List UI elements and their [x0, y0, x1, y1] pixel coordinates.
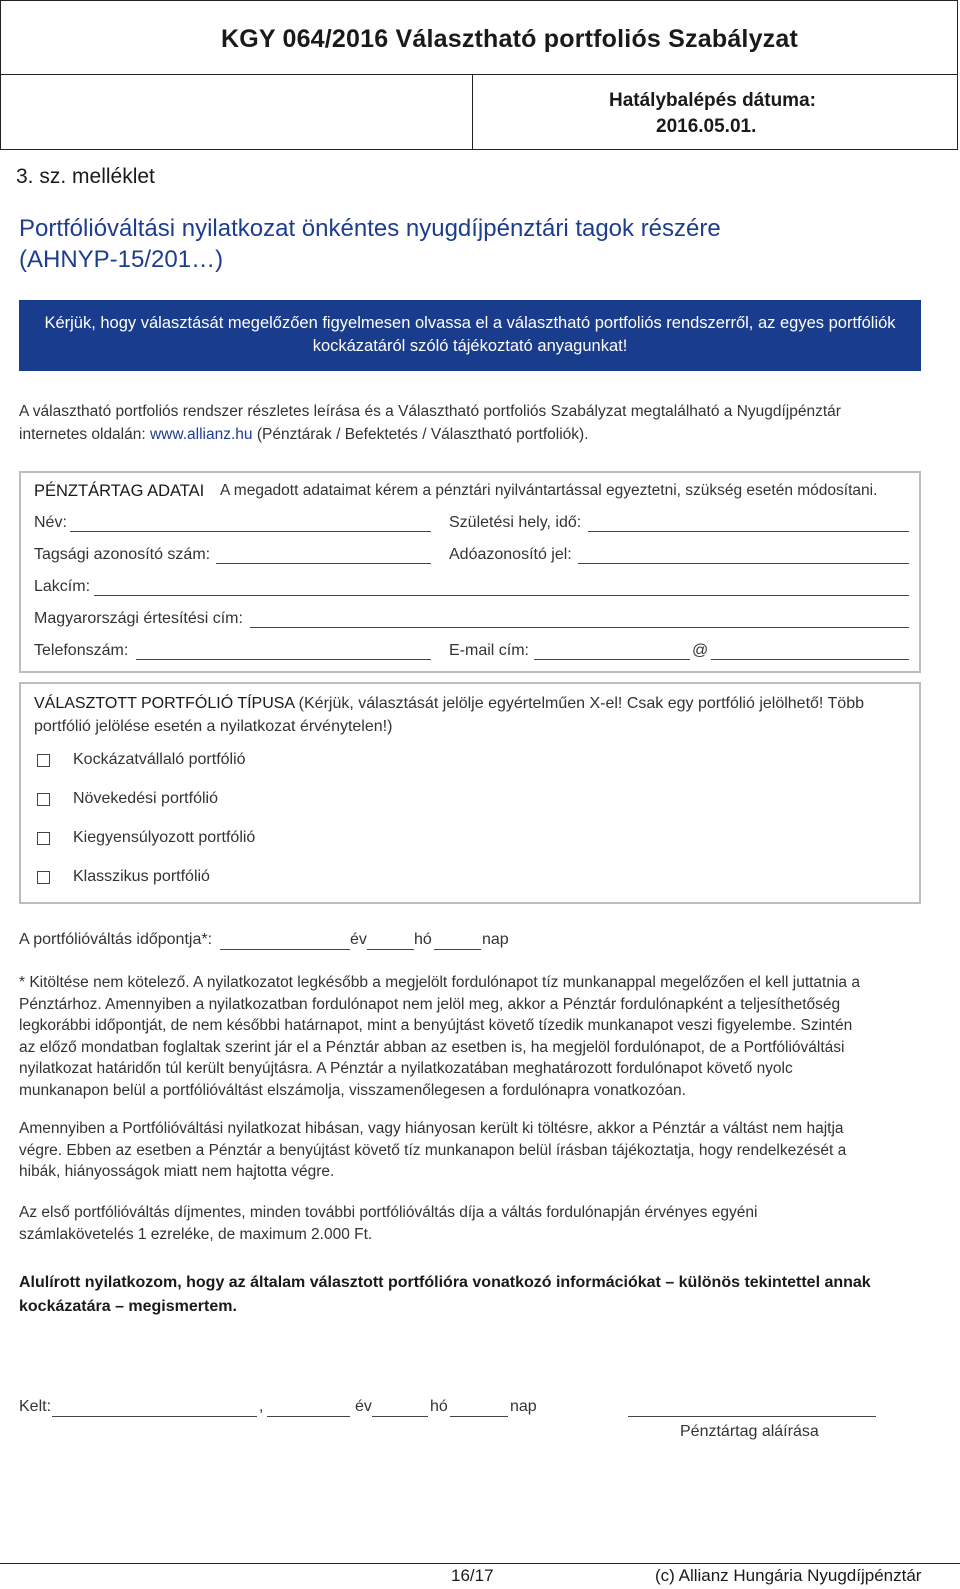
footnote-line: nyilatkozat határidőn túl került benyújtásra. A Pénztár a nyilatkozatában meghatározott fordulónapot követő nyolc	[19, 1060, 793, 1077]
birth-field[interactable]	[588, 531, 909, 532]
portfolio-heading	[34, 692, 904, 738]
footnote-line: * Kitöltése nem kötelező. A nyilatkozatot legkésőbb a megjelölt fordulónapot tíz munkanappal megelőzően el kell juttatnia a	[19, 974, 860, 991]
declaration-text	[19, 1271, 919, 1319]
form-title-line-2: (AHNYP-15/201…)	[19, 246, 224, 273]
growth-portfolio-checkbox[interactable]	[37, 793, 50, 806]
header-divider	[472, 74, 473, 149]
portfolio-instruction-1: (Kérjük, választását jelölje egyértelműen X-el! Csak egy portfólió jelölhető! Több	[294, 695, 864, 712]
page-number: 16/17	[451, 1566, 494, 1585]
form-title-line-1: Portfólióváltási nyilatkozat önkéntes nyugdíjpénztári tagok részére	[19, 215, 721, 242]
email-at-sign: @	[692, 642, 709, 659]
member-data-note: A megadott adataimat kérem a pénztári nyilvántartással egyeztetni, szükség esetén módosítani.	[220, 482, 878, 499]
risk-portfolio-label: Kockázatvállaló portfólió	[73, 751, 246, 768]
switch-date-year-label: év	[350, 931, 367, 948]
member-data-heading: PÉNZTÁRTAG ADATAI	[34, 482, 205, 500]
intro-line-2	[19, 423, 919, 446]
effective-date-label: Hatálybalépés dátuma:	[609, 90, 816, 111]
classic-portfolio-checkbox[interactable]	[37, 871, 50, 884]
email-domain-field[interactable]	[711, 659, 909, 660]
sign-month-field[interactable]	[372, 1416, 428, 1417]
switch-date-day-label: nap	[482, 931, 509, 948]
portfolio-heading-title: VÁLASZTOTT PORTFÓLIÓ TÍPUSA	[34, 695, 295, 712]
tax-id-label: Adóazonosító jel:	[449, 546, 572, 563]
balanced-portfolio-checkbox[interactable]	[37, 832, 50, 845]
document-header	[0, 0, 958, 75]
paragraph-line: Az első portfólióváltás díjmentes, minden további portfólióváltás díja a váltás fordulónapján érvényes egyéni	[19, 1204, 758, 1221]
sign-day-field[interactable]	[450, 1416, 508, 1417]
member-id-label: Tagsági azonosító szám:	[34, 546, 211, 563]
effective-date-value: 2016.05.01.	[656, 116, 757, 137]
fee-paragraph	[19, 1202, 925, 1245]
footnote-line: legkorábbi időpontját, de nem későbbi határnapot, mint a benyújtást követő tízedik munkanapot veszi figyelembe. Szintén	[19, 1017, 853, 1034]
switch-date-year-field[interactable]	[220, 949, 350, 950]
switch-date-day-field[interactable]	[434, 949, 481, 950]
intro-text	[19, 400, 919, 446]
paragraph-line: hibák, hiányosságok miatt nem hajtotta végre.	[19, 1163, 335, 1180]
sign-year-field[interactable]	[267, 1416, 350, 1417]
email-local-field[interactable]	[534, 659, 690, 660]
member-id-field[interactable]	[216, 563, 431, 564]
allianz-link[interactable]: www.allianz.hu	[149, 426, 253, 443]
footnote-line: munkanapon belül a portfólióváltást elszámolja, visszamenőlegesen a fordulónapra vonatkozóan.	[19, 1081, 686, 1099]
kelt-comma: ,	[259, 1398, 264, 1415]
document-title: KGY 064/2016 Választható portfoliós Szabályzat	[221, 25, 798, 53]
effective-date-row	[0, 74, 958, 150]
declaration-line: Alulírott nyilatkozom, hogy az általam választott portfólióra vonatkozó információkat – különös tekintettel annak	[19, 1274, 871, 1291]
footer-copyright: (c) Allianz Hungária Nyugdíjpénztár	[655, 1566, 922, 1585]
phone-field[interactable]	[136, 659, 431, 660]
address-field[interactable]	[94, 595, 909, 596]
footer-divider	[0, 1563, 960, 1564]
switch-date-label: A portfólióváltás időpontja*:	[19, 931, 213, 948]
intro-line-1: A választható portfoliós rendszer részletes leírása és a Választható portfoliós Szabályzat megtalálható a Nyugdíjpénztár	[19, 403, 841, 420]
footnote-line: az előző mondatban foglaltak szerint jár el a Pénztár abban az esetben is, ha megjelöl fordulónapot, de a Portfólióváltási	[19, 1038, 845, 1056]
address-label: Lakcím:	[34, 578, 91, 595]
classic-portfolio-label: Klasszikus portfólió	[73, 868, 210, 885]
notify-address-field[interactable]	[250, 627, 909, 628]
sign-month-label: hó	[430, 1398, 448, 1415]
notice-banner-line-1: Kérjük, hogy választását megelőzően figyelmesen olvassa el a választható portfoliós rendszerről, az egyes portfóliók	[44, 314, 896, 332]
balanced-portfolio-label: Kiegyensúlyozott portfólió	[73, 829, 256, 846]
birth-label: Születési hely, idő:	[449, 514, 582, 531]
risk-portfolio-checkbox[interactable]	[37, 754, 50, 767]
switch-date-month-field[interactable]	[367, 949, 414, 950]
portfolio-instruction-2: portfólió jelölése esetén a nyilatkozat érvénytelen!)	[34, 718, 393, 735]
signature-label: Pénztártag aláírása	[680, 1423, 819, 1440]
paragraph-line: végre. Ebben az esetben a Pénztár a benyújtást követő tíz munkanapon belül írásban tájékoztatja, hogy rendelkezését a	[19, 1141, 847, 1159]
place-field[interactable]	[52, 1416, 257, 1417]
kelt-label: Kelt:	[19, 1398, 52, 1415]
name-field[interactable]	[70, 531, 431, 532]
switch-date-month-label: hó	[414, 931, 432, 948]
footnote-line: Pénztárhoz. Amennyiben a nyilatkozatban fordulónapot nem jelöl meg, akkor a Pénztár fordulónapként a teljesíthetőség	[19, 995, 841, 1013]
intro-suffix: (Pénztárak / Befektetés / Választható portfoliók).	[252, 426, 589, 443]
notice-banner	[19, 300, 921, 371]
email-label: E-mail cím:	[449, 642, 529, 659]
annex-label: 3. sz. melléklet	[16, 165, 155, 188]
declaration-line: kockázatára – megismertem.	[19, 1298, 237, 1315]
notify-address-label: Magyarországi értesítési cím:	[34, 610, 243, 627]
sign-day-label: nap	[510, 1398, 537, 1415]
signature-field[interactable]	[628, 1416, 876, 1417]
intro-prefix: internetes oldalán:	[19, 426, 150, 443]
footnote-paragraph	[19, 972, 925, 1101]
error-handling-paragraph	[19, 1118, 925, 1183]
growth-portfolio-label: Növekedési portfólió	[73, 790, 218, 807]
name-label: Név:	[34, 514, 67, 531]
paragraph-line: Amennyiben a Portfólióváltási nyilatkozat hibásan, vagy hiányosan került ki töltésre, akkor a Pénztár a váltást nem hajtja	[19, 1120, 844, 1137]
notice-banner-line-2: kockázatáról szóló tájékoztató anyagunkat!	[312, 337, 628, 355]
tax-id-field[interactable]	[578, 563, 909, 564]
paragraph-line: számlakövetelés 1 ezreléke, de maximum 2.000 Ft.	[19, 1225, 373, 1243]
phone-label: Telefonszám:	[34, 642, 129, 659]
sign-year-label: év	[355, 1398, 372, 1415]
form-title	[19, 213, 919, 275]
